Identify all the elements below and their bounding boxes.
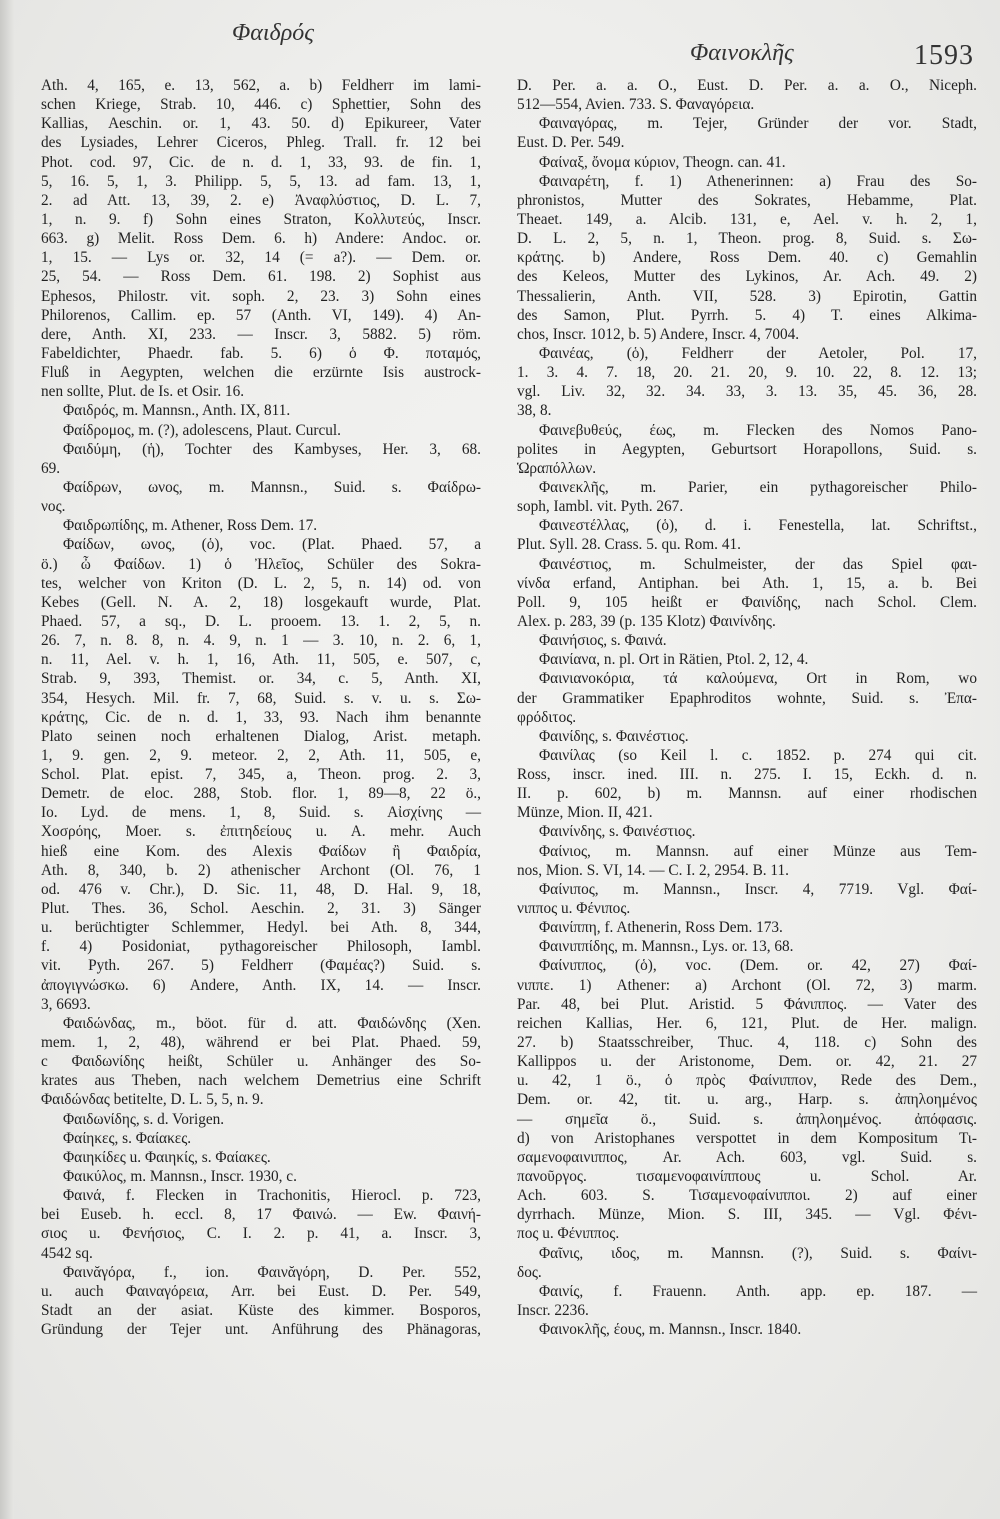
entry-text-line: schen Kriege, Strab. 10, 446. c) Sphettier, Sohn des [41, 96, 481, 114]
entry-text-line: Plut. Thes. 36, Schol. Aeschin. 2, 31. 3) Sänger [41, 900, 481, 918]
right-column [517, 76, 977, 1339]
entry-text-line: νιππος u. Φένιπος. [517, 900, 631, 918]
entry-headline: Φαινοκλῆς, έους, m. Mannsn., Inscr. 1840. [539, 1321, 802, 1339]
entry-text-line: dere, Anth. XI, 233. — Inscr. 3, 5882. 5) röm. [41, 325, 481, 343]
entry-text-line: der Grammatiker Epaphroditos wohnte, Suid. s. Ἐπα- [517, 689, 977, 707]
entry-headline: Φαινεστέλλας, (ὁ), d. i. Fenestella, lat. Schriftst., [539, 517, 977, 535]
entry-text-line: 663. g) Melit. Ross Dem. 6. h) Andere: Andoc. or. [41, 230, 481, 248]
entry-text-line: 2. ad Att. 13, 39, 2. e) Ἀναφλύστιος, D. L. 7, [41, 191, 481, 209]
entry-headline: Φαινεκλῆς, m. Parier, ein pythagoreischer Philo- [539, 478, 977, 496]
entry-text-line: Ach. 603. S. Τισαμενοφαίνιπποι. 2) auf einer [517, 1187, 977, 1205]
entry-text-line: Demetr. de eloc. 288, Stob. flor. 1, 89—8, 22 ö., [41, 785, 481, 803]
entry-headline: Φαινέας, (ὁ), Feldherr der Aetoler, Pol. 17, [539, 344, 977, 362]
entry-headline: Φαίνιππος, (ὁ), voc. (Dem. or. 42, 27) Φαί- [539, 957, 977, 975]
entry-text-line: 512—554, Avien. 733. S. Φαναγόρεια. [517, 96, 755, 114]
entry-text-line: chos, Inscr. 1012, b. 5) Andere, Inscr. 4, 7004. [517, 325, 800, 343]
entry-text-line: ö.) ὦ Φαίδων. 1) ὁ Ἠλεῖος, Schüler des Sokra- [41, 555, 481, 573]
entry-text-line: Theaet. 149, a. Alcib. 131, e, Ael. v. h. 2, 1, [517, 210, 977, 228]
entry-headline: Φαίηκες, s. Φαίακες. [63, 1129, 192, 1147]
entry-text-line: Ὡραπόλλων. [517, 459, 597, 477]
entry-text-line: 1, n. 9. f) Sohn eines Straton, Κολλυτεύς, Inscr. [41, 210, 481, 228]
entry-text-line: 4542 sq. [41, 1244, 93, 1262]
left-column [41, 76, 481, 1339]
entry-text-line: Poll. 9, 105 heißt er Φαινίδης, nach Schol. Clem. [517, 593, 977, 611]
entry-text-line: ἀπογιγνώσκω. 6) Andere, Anth. IX, 14. — Inscr. [41, 976, 481, 994]
entry-text-line: πος u. Φένιππος. [517, 1225, 620, 1243]
entry-text-line: πανοῦργος. τισαμενοφαινίππους u. Schol. Ar. [517, 1168, 977, 1186]
entry-text-line: II. p. 602, b) m. Mannsn. auf einer rhodischen [517, 785, 977, 803]
entry-headline: Φαινᾰγόρα, f., ion. Φαινᾰγόρη, D. Per. 552, [63, 1263, 481, 1281]
entry-text-line: κράτης, Cic. de n. d. 1, 33, 93. Nach ihm benannte [41, 708, 481, 726]
entry-headline: Φαινιππίδης, m. Mannsn., Lys. or. 13, 68. [539, 938, 794, 956]
entry-text-line: Phot. cod. 97, Cic. de n. d. 1, 33, 93. de fin. 1, [41, 153, 481, 171]
entry-text-line: δος. [517, 1263, 542, 1281]
entry-text-line: u. berüchtigter Schlemmer, Hedyl. bei Ath. 8, 344, [41, 919, 481, 937]
entry-text-line: Eust. D. Per. 549. [517, 134, 625, 152]
entry-text-line: Plut. Syll. 28. Crass. 5. qu. Rom. 41. [517, 536, 741, 554]
entry-text-line: νίνδα erfand, Antiphan. bei Ath. 1, 15, a. b. Bei [517, 574, 977, 592]
entry-headline: Φαινεβυθεύς, έως, m. Flecken des Nomos Pano- [539, 421, 977, 439]
entry-text-line: 1, 15. — Lys or. 32, 14 (= a?). — Dem. or. [41, 249, 481, 267]
entry-text-line: 26. 7, n. 8. 8, n. 4. 9, n. 1 — 3. 10, n. 2. 6, 1, [41, 632, 481, 650]
entry-text-line: Gründung der Tejer unt. Anführung des Phänagoras, [41, 1321, 481, 1339]
entry-headline: Φαινά, f. Flecken in Trachonitis, Hierocl. p. 723, [63, 1187, 481, 1205]
entry-text-line: Ath. 8, 340, b. 2) athenischer Archont (Ol. 76, 1 [41, 861, 481, 879]
entry-text-line: n. 11, Ael. v. h. 1, 16, Ath. 11, 505, e. 507, c, [41, 651, 481, 669]
entry-headline: Φαίδρων, ωνος, m. Mannsn., Suid. s. Φαίδρω- [63, 478, 481, 496]
entry-headline: Φαιηκίδες u. Φαιηκίς, s. Φαίακες. [63, 1148, 271, 1166]
entry-text-line: Inscr. 2236. [517, 1302, 589, 1319]
entry-text-line: d) von Aristophanes verspottet in dem Kompositum Τι- [517, 1129, 977, 1147]
entry-headline: Φαίδρομος, m. (?), adolescens, Plaut. Curcul. [63, 421, 341, 439]
entry-headline: Φαινίανα, n. pl. Ort in Rätien, Ptol. 2, 12, 4. [539, 651, 809, 669]
entry-text-line: phronistos, Mutter des Sokrates, Hebamme, Plat. [517, 191, 977, 209]
entry-text-line: Χοσρόης, Moer. s. ἐπιτηδείους u. A. mehr. Auch [41, 823, 481, 841]
entry-text-line: Plato seinen noch erhaltenen Dialog, Arist. metaph. [41, 727, 481, 745]
entry-text-line: σιος u. Φενήσιος, C. I. 2. p. 41, a. Inscr. 3, [41, 1225, 481, 1243]
entry-text-line: u. auch Φαιναγόρεια, Arr. bei Eust. D. Per. 549, [41, 1282, 481, 1300]
entry-headline: Φαικύλος, m. Mannsn., Inscr. 1930, c. [63, 1168, 297, 1186]
entry-text-line: Fluß in Aegypten, welchen die erzürnte Isis austrock- [41, 364, 481, 382]
entry-text-line: Phaed. 57, a sq., D. L. prooem. 13. 1. 2, 5, n. [41, 612, 481, 630]
entry-text-line: Dem. or. 42, tit. u. arg., Harp. s. ἀπηλοημένος [517, 1091, 977, 1109]
entry-headline: Φαίνιος, m. Mannsn. auf einer Münze aus Tem- [539, 842, 977, 860]
entry-headline: Φαινίππη, f. Athenerin, Ross Dem. 173. [539, 919, 783, 937]
entry-text-line: 354, Hesych. Mil. fr. 7, 68, Suid. s. v. u. s. Σω- [41, 689, 481, 707]
entry-headline: Φαινιανοκόρια, τά καλούμενα, Ort in Rom, wo [539, 670, 977, 688]
entry-text-line: 1, 9. gen. 2, 9. meteor. 2, 2, Ath. 11, 505, e, [41, 746, 481, 764]
entry-text-line: 27. b) Staatsschreiber, Thuc. 4, 118. c) Sohn des [517, 1034, 977, 1052]
entry-text-line: Alex. p. 283, 39 (p. 135 Klotz) Φαινίνδης. [517, 612, 776, 630]
entry-text-line: Stadt an der asiat. Küste des kimmer. Bosporos, [41, 1302, 481, 1319]
entry-text-line: D. L. 2, 5, n. 1, Theon. prog. 8, Suid. s. Σω- [517, 230, 977, 248]
entry-headline: Φαίδων, ωνος, (ὁ), voc. (Plat. Phaed. 57, a [63, 536, 481, 554]
entry-text-line: c Φαιδωνίδης heißt, Schüler u. Anhänger des So- [41, 1053, 481, 1071]
entry-text-line: 69. [41, 459, 61, 477]
entry-text-line: f. 4) Posidoniat, pythagoreischer Philosoph, Iambl. [41, 938, 481, 956]
entry-text-line: tes, welcher von Kriton (D. L. 2, 5, n. 14) od. von [41, 574, 481, 592]
entry-text-line: reichen Kallias, Her. 6, 121, Plut. de Her. malign. [517, 1014, 977, 1032]
entry-text-line: Schol. Plat. epist. 7, 345, a, Theon. prog. 2. 3, [41, 766, 481, 784]
entry-headline: Φαινίς, f. Frauenn. Anth. app. ep. 187. — [539, 1282, 977, 1300]
entry-text-line: Thessalierin, Anth. VII, 528. 3) Epirotin, Gattin [517, 287, 977, 305]
entry-text-line: σαμενοφαινιππος, Ar. Ach. 603, vgl. Suid. s. [517, 1148, 977, 1166]
entry-headline: Φαιναρέτη, f. 1) Athenerinnen: a) Frau des So- [539, 172, 977, 190]
page-number: 1593 [914, 40, 974, 71]
entry-headline: Φαιδώνδας, m., böot. für d. att. Φαιδώνδης (Xen. [63, 1014, 481, 1032]
entry-text-line: 1. 3. 4. 7. 18, 20. 21. 20, 9. 10. 22, 8. 12. 13; [517, 364, 977, 382]
entry-text-line: krates aus Theben, nach welchem Demetrius eine Schrift [41, 1072, 481, 1090]
entry-text-line: 3, 6693. [41, 995, 91, 1013]
entry-text-line: Kebes (Gell. N. A. 2, 18) losgekauft wurde, Plat. [41, 593, 481, 611]
entry-headline: Φαινίλας (so Keil l. c. 1852. p. 274 qui cit. [539, 746, 977, 764]
entry-headline: Φαινίδης, s. Φαινέστιος. [539, 727, 689, 745]
entry-headline: Φαιναγόρας, m. Tejer, Gründer der vor. Stadt, [539, 115, 977, 133]
entry-text-line: Fabeldichter, Phaedr. fab. 5. 6) ὁ Φ. ποταμός, [41, 344, 481, 362]
entry-text-line: vit. Pyth. 267. 5) Feldherr (Φαμέας?) Suid. s. [41, 957, 481, 975]
entry-text-line: — σημεῖα ö., Suid. s. ἀπηλοημένος. ἀπόφασις. [517, 1110, 977, 1128]
entry-text-line: Io. Lyd. de mens. 1, 8, Suid. s. Αἰσχίνης — [41, 804, 481, 822]
entry-text-line: Ath. 4, 165, e. 13, 562, a. b) Feldherr im lami- [41, 77, 481, 94]
entry-text-line: Ephesos, Philostr. vit. soph. 2, 23. 3) Sohn eines [41, 287, 481, 305]
entry-headline: Φαιδρωπίδης, m. Athener, Ross Dem. 17. [63, 517, 318, 535]
entry-text-line: nen sollte, Plut. de Is. et Osir. 16. [41, 383, 245, 401]
entry-text-line: des Keleos, Mutter des Lykinos, Ar. Ach. 49. 2) [517, 268, 977, 286]
entry-text-line: Münze, Mion. II, 421. [517, 804, 653, 822]
entry-text-line: νιππε. 1) Athener: a) Archont (Ol. 72, 3) marm. [517, 976, 977, 994]
entry-headline: Φαινέστιος, m. Schulmeister, der das Spiel φαι- [539, 555, 977, 573]
page-binding-edge [0, 0, 14, 1519]
running-head-left: Φαιδρός [232, 20, 314, 46]
entry-text-line: u. 42, 1 ö., ὁ πρὸς Φαίνιππον, Rede des Dem., [517, 1072, 977, 1090]
entry-text-line: 25, 54. — Ross Dem. 61. 198. 2) Sophist aus [41, 268, 481, 286]
entry-text-line: Philorenos, Callim. ep. 57 (Anth. VI, 149). 4) An- [41, 306, 481, 324]
entry-text-line: des Lysiades, Lehrer Ciceros, Phleg. Trall. fr. 12 bei [41, 134, 481, 152]
entry-text-line: Ross, inscr. ined. III. n. 275. I. 15, Eckh. d. n. [517, 766, 977, 784]
entry-text-line: dyrrhach. Münze, Mion. S. III, 345. — Vgl. Φένι- [517, 1206, 977, 1224]
entry-text-line: des Samon, Plut. Pyrrh. 5. 4) T. eines Alkima- [517, 306, 977, 324]
entry-text-line: od. 476 v. Chr.), D. Sic. 11, 48, D. Hal. 9, 18, [41, 880, 481, 898]
entry-text-line: soph, Iambl. vit. Pyth. 267. [517, 498, 684, 516]
entry-headline: Φαιδωνίδης, s. d. Vorigen. [63, 1110, 225, 1128]
entry-text-line: mem. 1, 2, 48), während er bei Plat. Phaed. 59, [41, 1034, 481, 1052]
entry-headline: Φαινήσιος, s. Φαινά. [539, 632, 667, 650]
running-head-right: Φαινοκλῆς [690, 40, 794, 66]
entry-text-line: polites in Aegypten, Geburtsort Horapollons, Suid. s. [517, 440, 977, 458]
entry-headline: Φαιδρός, m. Mannsn., Anth. IX, 811. [63, 402, 291, 420]
entry-text-line: D. Per. a. a. O., Eust. D. Per. a. a. O., Niceph. [517, 77, 977, 94]
entry-text-line: nos, Mion. S. VI, 14. — C. I. 2, 2954. B. 11. [517, 861, 789, 879]
entry-text-line: 5, 16. 5, 1, 3. Philipp. 5, 5, 13. ad fam. 13, 1, [41, 172, 481, 190]
entry-headline: Φαίνιπος, m. Mannsn., Inscr. 4, 7719. Vgl. Φαί- [539, 880, 977, 898]
entry-text-line: Kallippos u. der Aristonome, Dem. or. 42, 21. 27 [517, 1053, 977, 1071]
entry-headline: Φαιδύμη, (ἡ), Tochter des Kambyses, Her. 3, 68. [63, 440, 481, 458]
entry-headline: Φαῖνις, ιδος, m. Mannsn. (?), Suid. s. Φαίνι- [539, 1244, 977, 1262]
entry-text-line: Φαιδώνδας betitelte, D. L. 5, 5, n. 9. [41, 1091, 264, 1109]
entry-text-line: φρόδιτος. [517, 708, 577, 726]
entry-text-line: bei Euseb. h. eccl. 8, 17 Φαινώ. — Ew. Φαινή- [41, 1206, 481, 1224]
entry-headline: Φαίναξ, ὄνομα κύριον, Theogn. can. 41. [539, 153, 786, 171]
entry-text-line: κράτης. b) Andere, Ross Dem. 40. c) Gemahlin [517, 249, 977, 267]
entry-text-line: νος. [41, 498, 66, 516]
entry-text-line: Par. 48, bei Plut. Aristid. 5 Φάνιππος. — Vater des [517, 995, 977, 1013]
entry-text-line: vgl. Liv. 32, 32. 34. 33, 3. 13. 35, 45. 36, 28. [517, 383, 977, 401]
entry-text-line: hieß eine Kom. des Alexis Φαίδων ἢ Φαιδρία, [41, 842, 481, 860]
entry-headline: Φαινίνδης, s. Φαινέστιος. [539, 823, 696, 841]
entry-text-line: 38, 8. [517, 402, 552, 420]
entry-text-line: Strab. 9, 393, Themist. or. 34, c. 5, Anth. XI, [41, 670, 481, 688]
entry-text-line: Kallias, Aeschin. or. 1, 43. 50. d) Epikureer, Vater [41, 115, 481, 133]
